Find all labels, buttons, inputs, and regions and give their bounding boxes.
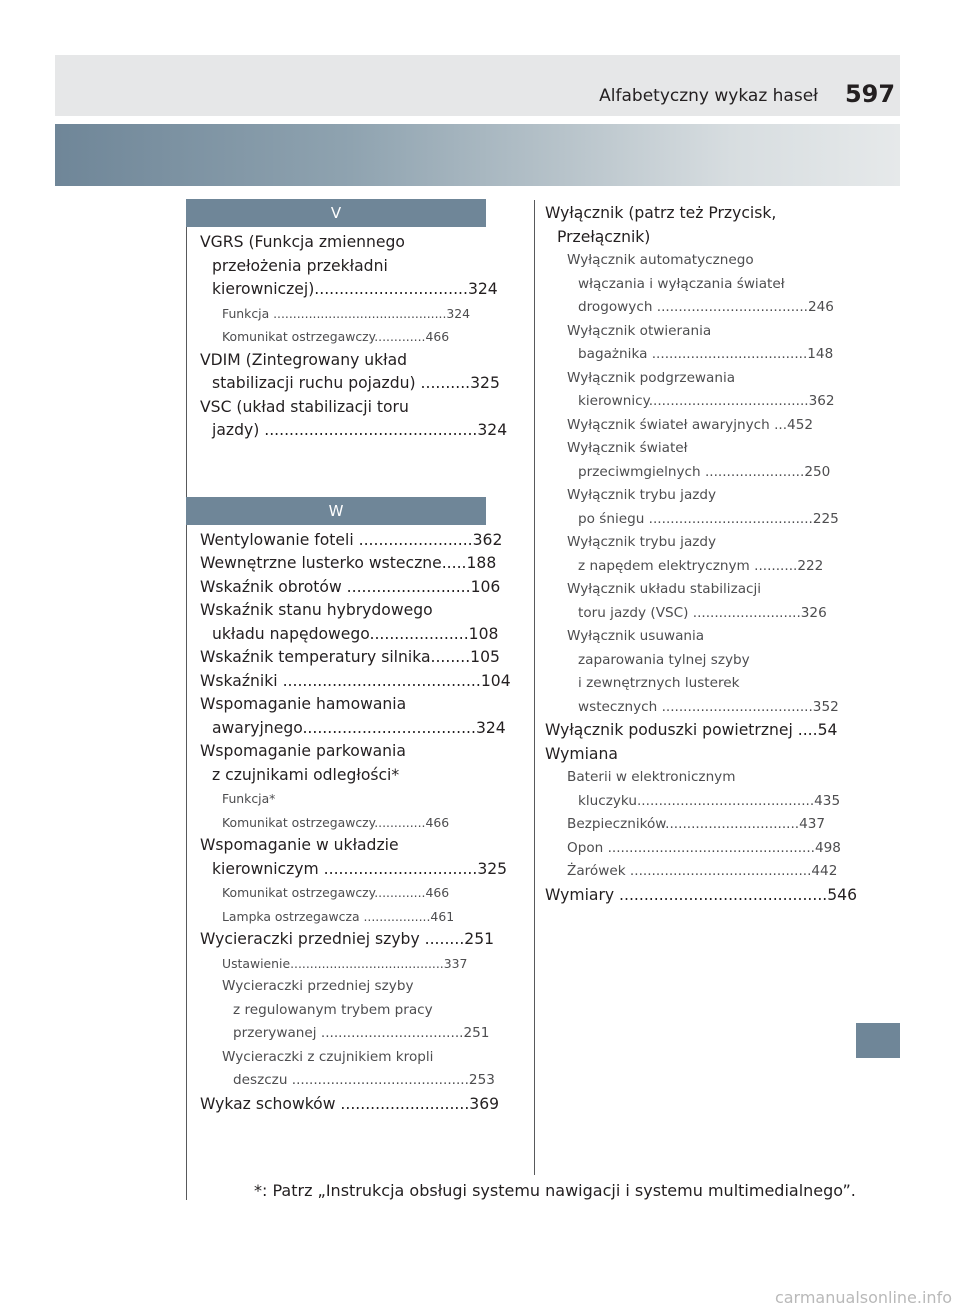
index-subentry-line: Wyłącznik otwierania xyxy=(567,322,712,339)
index-entry-line: Wyłącznik poduszki powietrznej ....54 xyxy=(545,721,838,739)
index-subentry-line: Wyłącznik świateł xyxy=(567,440,688,456)
index-subentry-line: Baterii w elektronicznym xyxy=(567,769,736,785)
section-header-w: W xyxy=(186,497,486,525)
index-subentry-line: kluczyku.........................................435 xyxy=(578,792,841,809)
index-entry-line: stabilizacji ruchu pojazdu) ..........325 xyxy=(212,374,500,392)
index-subentry-line: deszczu .........................................253 xyxy=(233,1072,495,1088)
index-entry-line: Wskaźniki ........................................104 xyxy=(200,671,511,690)
index-entry-line: Wycieraczki przedniej szyby ........251 xyxy=(200,930,495,948)
index-subentry-line: Wyłącznik podgrzewania xyxy=(567,369,736,386)
index-entry-line: z czujnikami odległości* xyxy=(212,765,400,784)
index-entry-line: awaryjnego...................................324 xyxy=(212,718,506,737)
index-subentry-line: Wycieraczki przedniej szyby xyxy=(222,978,414,994)
index-subentry-line: Wyłącznik trybu jazdy xyxy=(567,487,717,503)
index-entry-line: Wskaźnik obrotów .........................106 xyxy=(200,577,501,596)
middle-column-rule xyxy=(534,200,535,1175)
section-header-v: V xyxy=(186,199,486,227)
index-subentry-line: i zewnętrznych lusterek xyxy=(578,675,740,691)
index-subentry-line: Komunikat ostrzegawczy.............466 xyxy=(222,885,450,900)
index-subentry-line: włączania i wyłączania świateł xyxy=(578,275,785,292)
index-subentry-line: po śniegu ......................................225 xyxy=(578,510,839,527)
index-subentry-line: bagażnika ....................................148 xyxy=(578,346,834,362)
footnote: *: Patrz „Instrukcja obsługi systemu nawigacji i systemu multimedialnego”. xyxy=(254,1181,856,1200)
index-entry-line: jazdy) ...........................................324 xyxy=(212,421,508,439)
index-entry-line: Przełącznik) xyxy=(557,227,651,246)
index-entry-line: Wskaźnik temperatury silnika........105 xyxy=(200,648,500,666)
watermark: carmanualsonline.info xyxy=(774,1288,952,1307)
index-subentry-line: toru jazdy (VSC) .........................326 xyxy=(578,604,827,621)
decorative-gradient-bar xyxy=(55,124,900,186)
right-column xyxy=(545,202,857,907)
index-subentry-line: Ustawienie.......................................337 xyxy=(222,955,468,971)
running-header-title: Alfabetyczny wykaz haseł xyxy=(599,86,818,106)
index-entry-line: VDIM (Zintegrowany układ xyxy=(200,350,408,369)
right-column-entries xyxy=(545,202,857,907)
index-subentry-line: Wyłącznik świateł awaryjnych ...452 xyxy=(567,416,813,433)
section-v-entries xyxy=(186,231,508,443)
index-subentry-line: przeciwmgielnych .......................250 xyxy=(578,463,831,480)
index-subentry-line: wstecznych ...................................352 xyxy=(578,698,839,715)
index-entry-line: Wymiary ..........................................546 xyxy=(545,885,857,904)
index-subentry-line: Komunikat ostrzegawczy.............466 xyxy=(222,329,450,344)
index-subentry-line: Wyłącznik automatycznego xyxy=(567,252,754,268)
index-subentry-line: Bezpieczników...............................437 xyxy=(567,816,826,832)
section-w-entries xyxy=(186,529,511,1117)
index-subentry-line: Lampka ostrzegawcza .................461 xyxy=(222,908,455,924)
index-entry-line: przełożenia przekładni xyxy=(212,256,388,275)
index-subentry-line: przerywanej .................................251 xyxy=(233,1025,490,1041)
page-number: 597 xyxy=(844,80,896,108)
thumb-index-tab xyxy=(856,1023,900,1058)
index-entry-line: Wymiana xyxy=(545,744,618,763)
index-subentry-line: Żarówek ..........................................442 xyxy=(567,863,838,879)
index-entry-line: Wspomaganie parkowania xyxy=(200,742,406,760)
index-subentry-line: zaparowania tylnej szyby xyxy=(578,651,750,668)
index-subentry-line: Wyłącznik usuwania xyxy=(567,628,705,644)
index-entry-line: Wentylowanie foteli .......................362 xyxy=(200,530,503,549)
index-entry-line: kierowniczym ...............................325 xyxy=(212,859,508,878)
index-subentry-line: z regulowanym trybem pracy xyxy=(233,1001,433,1018)
index-entry-line: Wspomaganie hamowania xyxy=(200,695,407,713)
index-entry-line: Wewnętrzne lusterko wsteczne.....188 xyxy=(200,554,497,572)
index-subentry-line: Opon ................................................498 xyxy=(567,839,841,856)
index-subentry-line: kierownicy.....................................362 xyxy=(578,393,835,409)
index-subentry-line: Funkcja ............................................324 xyxy=(222,305,471,321)
index-entry-line: układu napędowego....................108 xyxy=(212,624,499,643)
index-subentry-line: Komunikat ostrzegawczy.............466 xyxy=(222,814,450,830)
index-subentry-line: Wycieraczki z czujnikiem kropli xyxy=(222,1048,434,1065)
index-subentry-line: z napędem elektrycznym ..........222 xyxy=(578,557,824,574)
left-column xyxy=(186,199,511,1116)
index-subentry-line: Funkcja* xyxy=(222,791,276,806)
index-entry-line: VSC (układ stabilizacji toru xyxy=(200,397,409,416)
index-entry-line: Wykaz schowków ..........................369 xyxy=(200,1094,500,1113)
index-entry-line: Wyłącznik (patrz też Przycisk, xyxy=(545,204,777,222)
index-entry-line: VGRS (Funkcja zmiennego xyxy=(200,233,405,251)
index-subentry-line: Wyłącznik trybu jazdy xyxy=(567,534,717,550)
index-entry-line: Wspomaganie w układzie xyxy=(200,836,399,854)
index-entry-line: kierowniczej)...............................324 xyxy=(212,280,498,298)
index-subentry-line: drogowych ...................................246 xyxy=(578,299,834,315)
index-entry-line: Wskaźnik stanu hybrydowego xyxy=(200,601,433,619)
index-subentry-line: Wyłącznik układu stabilizacji xyxy=(567,581,762,597)
